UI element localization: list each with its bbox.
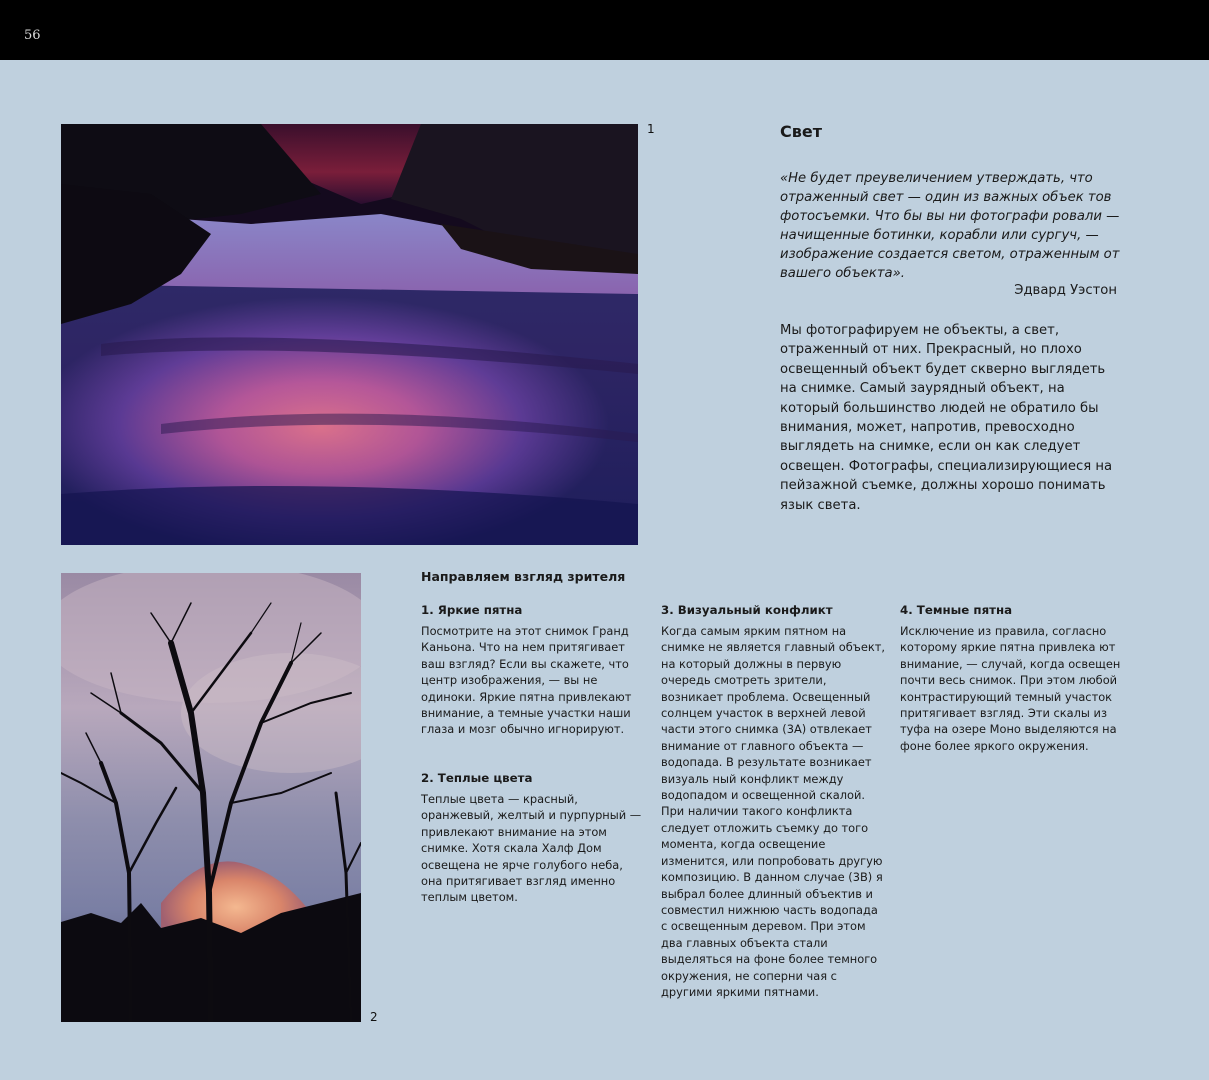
river-sunset-photo <box>61 124 638 545</box>
light-section-title: Свет <box>780 122 822 141</box>
weston-quote: «Не будет преувеличением утверждать, что отраженный свет — один из важных объек тов фотосъемки. Что бы вы ни фотографи ровали — начищенные ботинки, корабли или сургуч, — изображение создается светом, отраженным от вашего объекта». <box>780 171 1120 281</box>
section-heading: 1. Яркие пятна <box>421 603 523 617</box>
section-heading: 2. Теплые цвета <box>421 771 533 785</box>
section-text-continued: При наличии такого конфликта следует отложить съемку до того момента, когда освещение изменится, или попробовать другую композицию. В данном случае (3B) я выбрал более длинный объектив и совместил нижнюю часть водопада с освещенным деревом. При этом два главных объекта стали выделяться на фоне более темного окружения, не соперни чая с другими яркими пятнами. <box>661 804 883 999</box>
section-visual-conflict <box>661 602 886 1000</box>
section-text: Посмотрите на этот снимок Гранд Каньона. Что на нем притягивает ваш взгляд? Если вы скажете, что центр изображения, — вы не одиноки. Яркие пятна привлекают внимание, а темные участки наши глаза и мозг обычно игнорируют. <box>421 624 632 737</box>
page-number: 56 <box>24 28 41 43</box>
trees-half-dome-photo <box>61 573 361 1022</box>
section-heading: 4. Темные пятна <box>900 603 1013 617</box>
section-text: Исключение из правила, согласно которому яркие пятна привлека ют внимание, — случай, когда освещен почти весь снимок. При этом любой контрастирующий темный участок притягивает взгляд. Эти скалы из туфа на озере Моно выделяются на фоне более яркого окружения. <box>900 624 1121 753</box>
section-bright-spots <box>421 602 646 738</box>
section-warm-colors <box>421 770 646 906</box>
light-body-text: Мы фотографируем не объекты, а свет, отраженный от них. Прекрасный, но плохо освещенный объект будет скверно выглядеть на снимке. Самый заурядный объект, на который большинство людей не обратило бы внимания, может, напротив, превосходно выглядеть на снимке, если он как следует освещен. Фотографы, специализирующиеся на пейзажной съемке, должны хорошо понимать язык света. <box>780 323 1113 513</box>
section-heading: 3. Визуальный конфликт <box>661 603 833 617</box>
quote-author: Эдвард Уэстон <box>1014 283 1117 298</box>
figure-2-number: 2 <box>370 1010 378 1024</box>
section-text: Теплые цвета — красный, оранжевый, желтый и пурпурный — привлекают внимание на этом снимке. Хотя скала Халф Дом освещена не ярче голубого неба, она притягивает взгляд именно теплым цветом. <box>421 792 642 905</box>
guide-title: Направляем взгляд зрителя <box>421 569 626 584</box>
top-bar <box>0 0 1209 60</box>
section-dark-spots <box>900 602 1125 754</box>
figure-1-number: 1 <box>647 122 655 136</box>
section-text: Когда самым ярким пятном на снимке не является главный объект, на который должны в первую очередь смотреть зрители, возникает проблема. Освещенный солнцем участок в верхней левой части этого снимка (3A) отвлекает внимание от главного объекта — водопада. В результате возникает визуаль ный конфликт между водопадом и освещенной скалой. <box>661 624 885 803</box>
